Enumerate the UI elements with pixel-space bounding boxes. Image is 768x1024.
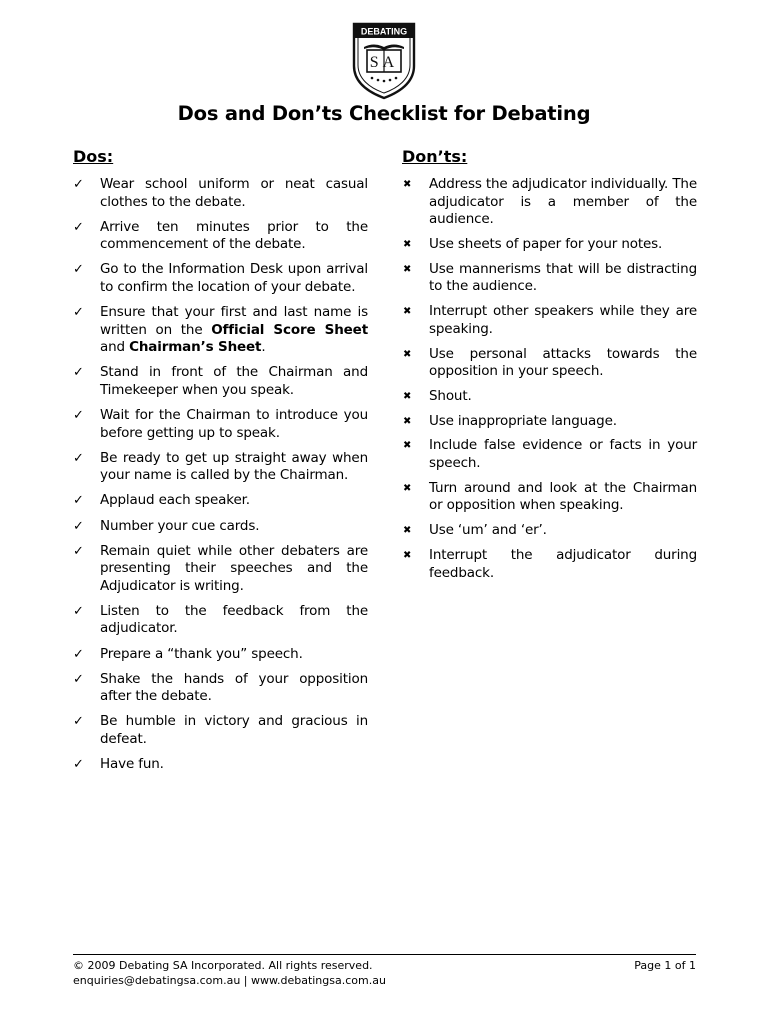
item-text: Use personal attacks towards the opposition in your speech.	[429, 345, 697, 380]
donts-item	[402, 303, 697, 338]
dos-item	[73, 518, 368, 536]
item-text: Wait for the Chairman to introduce you before getting up to speak.	[100, 407, 368, 441]
checkmark-icon: ✓	[73, 646, 84, 662]
donts-list	[402, 176, 697, 582]
cross-icon: ✖	[403, 306, 412, 318]
footer-page-number: Page 1 of 1	[634, 959, 696, 972]
donts-item	[402, 261, 697, 296]
dos-list	[73, 176, 368, 774]
item-text: Applaud each speaker.	[100, 492, 250, 509]
dos-item	[73, 543, 368, 596]
checkmark-icon: ✓	[73, 408, 84, 424]
donts-item	[402, 480, 697, 515]
dos-item	[73, 261, 368, 296]
item-text: Shake the hands of your opposition after the debate.	[100, 670, 368, 705]
item-text: Use inappropriate language.	[429, 412, 617, 429]
checkmark-icon: ✓	[73, 714, 84, 730]
donts-item	[402, 413, 697, 431]
cross-icon: ✖	[403, 415, 412, 427]
checkmark-icon: ✓	[73, 518, 84, 534]
item-text: Remain quiet while other debaters are presenting their speeches and the Adjudicator is writing.	[100, 542, 368, 594]
logo-top-text: DEBATING	[360, 26, 408, 37]
item-text: Prepare a “thank you” speech.	[100, 645, 303, 662]
item-text: Stand in front of the Chairman and Timekeeper when you speak.	[100, 364, 368, 398]
logo-monogram: SA	[369, 54, 399, 71]
debating-sa-logo	[350, 20, 418, 100]
cross-icon: ✖	[403, 348, 412, 360]
item-text: Go to the Information Desk upon arrival to confirm the location of your debate.	[100, 261, 368, 295]
item-text: Wear school uniform or neat casual clothes to the debate.	[100, 176, 368, 210]
item-text: Shout.	[429, 387, 472, 404]
item-text: Interrupt the adjudicator during feedback.	[429, 546, 697, 581]
cross-icon: ✖	[403, 179, 412, 190]
donts-item	[402, 176, 697, 229]
dos-item	[73, 219, 368, 254]
cross-icon: ✖	[403, 238, 412, 250]
cross-icon: ✖	[403, 440, 412, 452]
checkmark-icon: ✓	[73, 450, 84, 466]
cross-icon: ✖	[403, 482, 412, 494]
dos-item	[73, 713, 368, 748]
emphasized-text: Official Score Sheet	[211, 321, 368, 338]
cross-icon: ✖	[403, 263, 412, 275]
footer-divider	[73, 954, 696, 955]
item-text: Number your cue cards.	[100, 517, 260, 534]
item-text: Interrupt other speakers while they are speaking.	[429, 303, 697, 337]
page-title: Dos and Don’ts Checklist for Debating	[177, 102, 591, 125]
donts-item	[402, 346, 697, 381]
checkmark-icon: ✓	[73, 603, 84, 619]
checkmark-icon: ✓	[73, 671, 84, 687]
checkmark-icon: ✓	[73, 262, 84, 278]
dos-item	[73, 176, 368, 211]
checkmark-icon: ✓	[73, 305, 84, 321]
item-text: Ensure that your first and last name is written on the	[100, 304, 368, 338]
donts-item	[402, 522, 697, 540]
dos-heading: Dos:	[73, 147, 114, 166]
item-text: Use mannerisms that will be distracting to the audience.	[429, 260, 697, 295]
dos-item	[73, 364, 368, 399]
donts-item	[402, 388, 697, 406]
dos-item	[73, 603, 368, 638]
checkmark-icon: ✓	[73, 177, 84, 192]
item-text: Include false evidence or facts in your speech.	[429, 437, 697, 472]
item-text: Use ‘um’ and ‘er’.	[429, 522, 547, 539]
dos-item	[73, 450, 368, 485]
item-text: and	[100, 339, 130, 356]
footer-copyright: © 2009 Debating SA Incorporated. All rights reserved.	[73, 959, 373, 972]
cross-icon: ✖	[403, 390, 412, 402]
item-text: Turn around and look at the Chairman or opposition when speaking.	[429, 479, 697, 514]
checkmark-icon: ✓	[73, 543, 84, 559]
cross-icon: ✖	[403, 549, 412, 561]
checkmark-icon: ✓	[73, 757, 84, 773]
footer-contact: enquiries@debatingsa.com.au | www.debatingsa.com.au	[73, 974, 386, 987]
dos-item	[73, 646, 368, 664]
page-footer	[73, 958, 696, 988]
item-text: Use sheets of paper for your notes.	[429, 235, 663, 252]
donts-item	[402, 236, 697, 254]
cross-icon: ✖	[403, 525, 412, 537]
item-text: Address the adjudicator individually. The adjudicator is a member of the audience.	[429, 176, 697, 228]
dos-item	[73, 756, 368, 774]
dos-item	[73, 492, 368, 510]
item-text: Be humble in victory and gracious in defeat.	[100, 713, 368, 747]
donts-heading: Don’ts:	[402, 147, 468, 166]
checkmark-icon: ✓	[73, 493, 84, 509]
checkmark-icon: ✓	[73, 365, 84, 381]
donts-item	[402, 547, 697, 582]
item-text: Listen to the feedback from the adjudicator.	[100, 602, 368, 637]
dos-item	[73, 304, 368, 357]
item-text: Arrive ten minutes prior to the commencement of the debate.	[100, 218, 368, 253]
emphasized-text: Chairman’s Sheet	[129, 339, 262, 356]
dos-item	[73, 407, 368, 442]
dos-item	[73, 671, 368, 706]
item-text: Have fun.	[100, 756, 164, 773]
item-text: .	[261, 339, 266, 356]
item-text: Be ready to get up straight away when your name is called by the Chairman.	[100, 449, 368, 484]
checkmark-icon: ✓	[73, 219, 84, 235]
dos-column	[73, 146, 368, 781]
donts-item	[402, 437, 697, 472]
donts-column	[402, 146, 697, 589]
